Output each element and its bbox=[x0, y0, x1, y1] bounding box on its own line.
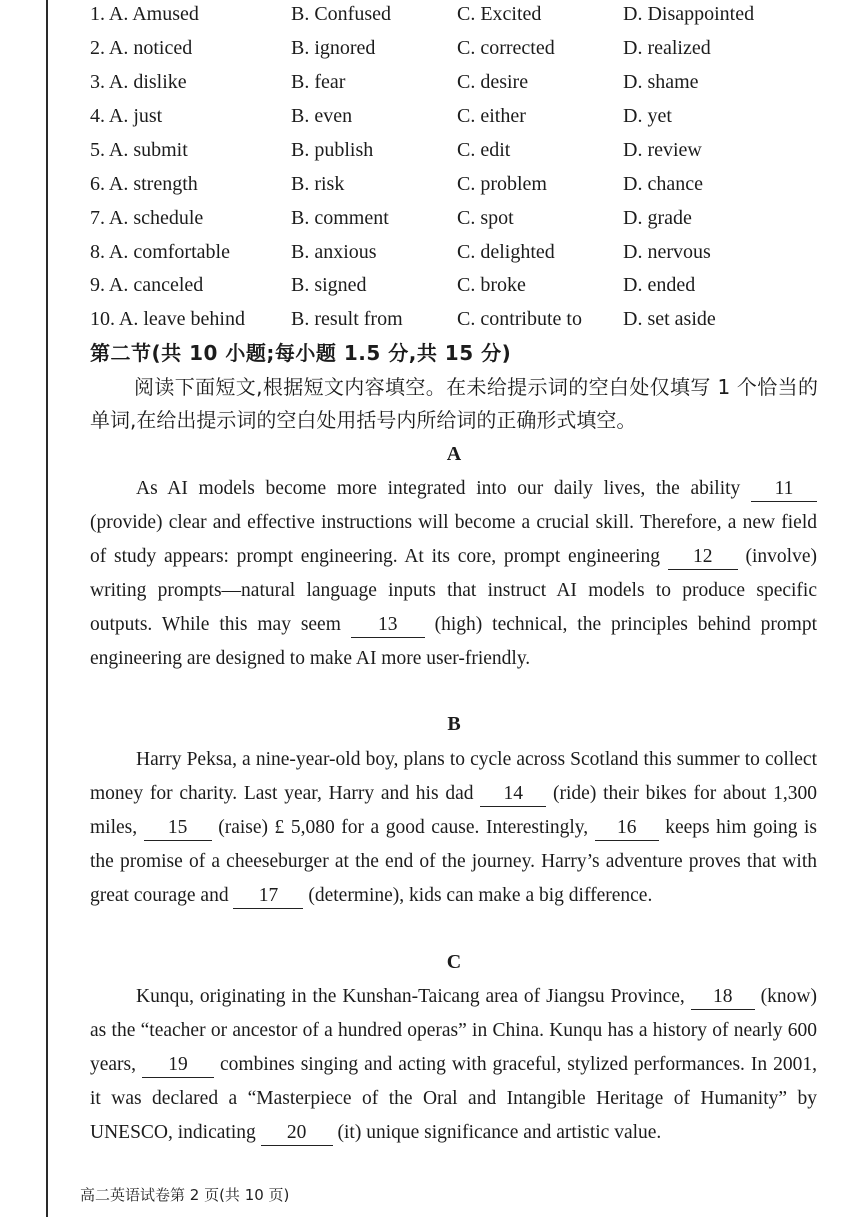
option-b: B. Confused bbox=[291, 3, 391, 25]
passage-text: Kunqu, originating in the Kunshan-Taicang area of Jiangsu Province, bbox=[136, 986, 691, 1007]
option-c: C. broke bbox=[457, 274, 526, 296]
option-a: 7. A. schedule bbox=[90, 207, 204, 229]
passage-text: (high) technical, the principles behind prompt engineering are designed to make AI more user-friendly. bbox=[90, 613, 818, 669]
passage-text: (ride) their bikes for about 1,300 miles, bbox=[90, 782, 817, 838]
option-d: D. set aside bbox=[623, 308, 716, 330]
option-row bbox=[90, 302, 830, 336]
passage-text: (determine), kids can make a big difference. bbox=[303, 884, 653, 906]
blank-15[interactable]: 15 bbox=[144, 816, 212, 841]
option-d: D. nervous bbox=[623, 241, 711, 263]
passage-a bbox=[90, 472, 817, 675]
blank-11[interactable]: 11 bbox=[751, 477, 817, 502]
option-c: C. either bbox=[457, 105, 526, 127]
option-c: C. edit bbox=[457, 139, 511, 161]
binding-margin-line bbox=[46, 0, 48, 1217]
option-c: C. spot bbox=[457, 207, 514, 229]
passage-text: (it) unique significance and artistic value. bbox=[332, 1121, 662, 1143]
option-row bbox=[90, 167, 830, 201]
passage-text: (know) as the “teacher or ancestor of a hundred operas” in China. Kunqu has a history of nearly 600 years, bbox=[90, 986, 817, 1075]
option-d: D. grade bbox=[623, 207, 692, 229]
option-d: D. realized bbox=[623, 37, 711, 59]
section-instruction: 阅读下面短文,根据短文内容填空。在未给提示词的空白处仅填写 1 个恰当的单词,在给出提示词的空白处用括号内所给词的正确形式填空。 bbox=[90, 375, 818, 432]
option-c: C. delighted bbox=[457, 241, 555, 263]
option-d: D. shame bbox=[623, 71, 699, 93]
blank-14[interactable]: 14 bbox=[480, 782, 546, 807]
option-a: 4. A. just bbox=[90, 105, 163, 127]
option-c: C. problem bbox=[457, 173, 547, 195]
blank-13[interactable]: 13 bbox=[351, 613, 425, 638]
passage-text: combines singing and acting with graceful, stylized performances. In 2001, it was declared a “Masterpiece of the Oral and Intangible Heritage of Humanity” by UNESCO, indicating bbox=[90, 1053, 817, 1143]
option-a: 3. A. dislike bbox=[90, 71, 187, 93]
option-b: B. result from bbox=[291, 308, 403, 330]
option-d: D. Disappointed bbox=[623, 3, 755, 25]
option-a: 10. A. leave behind bbox=[90, 308, 245, 330]
passage-text: (provide) clear and effective instructions will become a crucial skill. Therefore, a new field of study appears: prompt engineering. At its core, prompt engineering bbox=[90, 511, 817, 567]
option-a: 8. A. comfortable bbox=[90, 241, 230, 263]
option-d: D. chance bbox=[623, 173, 703, 195]
passage-c-title: C bbox=[446, 951, 462, 973]
option-row bbox=[90, 268, 830, 302]
passage-text: (raise) £ 5,080 for a good cause. Interestingly, bbox=[211, 816, 595, 838]
option-row bbox=[90, 65, 830, 99]
option-row bbox=[90, 235, 830, 269]
option-b: B. anxious bbox=[291, 241, 377, 263]
blank-12[interactable]: 12 bbox=[668, 545, 738, 570]
option-b: B. publish bbox=[291, 139, 374, 161]
option-a: 6. A. strength bbox=[90, 173, 198, 195]
option-b: B. ignored bbox=[291, 37, 376, 59]
option-row bbox=[90, 0, 830, 31]
option-d: D. yet bbox=[623, 105, 672, 127]
option-c: C. desire bbox=[457, 71, 529, 93]
passage-b-title: B bbox=[447, 713, 461, 735]
option-row bbox=[90, 99, 830, 133]
blank-18[interactable]: 18 bbox=[691, 985, 755, 1010]
passage-text: As AI models become more integrated into our daily lives, the ability bbox=[136, 478, 751, 499]
option-a: 1. A. Amused bbox=[90, 3, 199, 25]
passage-c bbox=[90, 980, 817, 1150]
passage-b bbox=[90, 743, 817, 913]
passage-text: (involve) writing prompts—natural language inputs that instruct AI models to produce specific outputs. While this may seem bbox=[90, 545, 817, 635]
blank-16[interactable]: 16 bbox=[595, 816, 659, 841]
option-a: 5. A. submit bbox=[90, 139, 188, 161]
option-d: D. review bbox=[623, 139, 702, 161]
blank-17[interactable]: 17 bbox=[233, 884, 303, 909]
blank-19[interactable]: 19 bbox=[142, 1053, 214, 1078]
option-c: C. corrected bbox=[457, 37, 555, 59]
option-a: 2. A. noticed bbox=[90, 37, 193, 59]
option-c: C. contribute to bbox=[457, 308, 582, 330]
option-b: B. comment bbox=[291, 207, 389, 229]
passage-a-title: A bbox=[446, 443, 462, 465]
section-heading: 第二节(共 10 小题;每小题 1.5 分,共 15 分) bbox=[90, 341, 512, 365]
option-a: 9. A. canceled bbox=[90, 274, 204, 296]
blank-20[interactable]: 20 bbox=[261, 1121, 333, 1146]
passage-text: keeps him going is the promise of a cheeseburger at the end of the journey. Harry’s adventure proves that with great courage and bbox=[90, 816, 817, 906]
option-b: B. risk bbox=[291, 173, 345, 195]
passage-text: Harry Peksa, a nine-year-old boy, plans to cycle across Scotland this summer to collect money for charity. Last year, Harry and his dad bbox=[90, 749, 817, 804]
option-b: B. fear bbox=[291, 71, 346, 93]
option-b: B. signed bbox=[291, 274, 367, 296]
option-row bbox=[90, 201, 830, 235]
option-c: C. Excited bbox=[457, 3, 542, 25]
page-footer: 高二英语试卷第 2 页(共 10 页) bbox=[80, 1186, 290, 1204]
option-row bbox=[90, 31, 830, 65]
option-d: D. ended bbox=[623, 274, 696, 296]
option-b: B. even bbox=[291, 105, 353, 127]
option-row bbox=[90, 133, 830, 167]
